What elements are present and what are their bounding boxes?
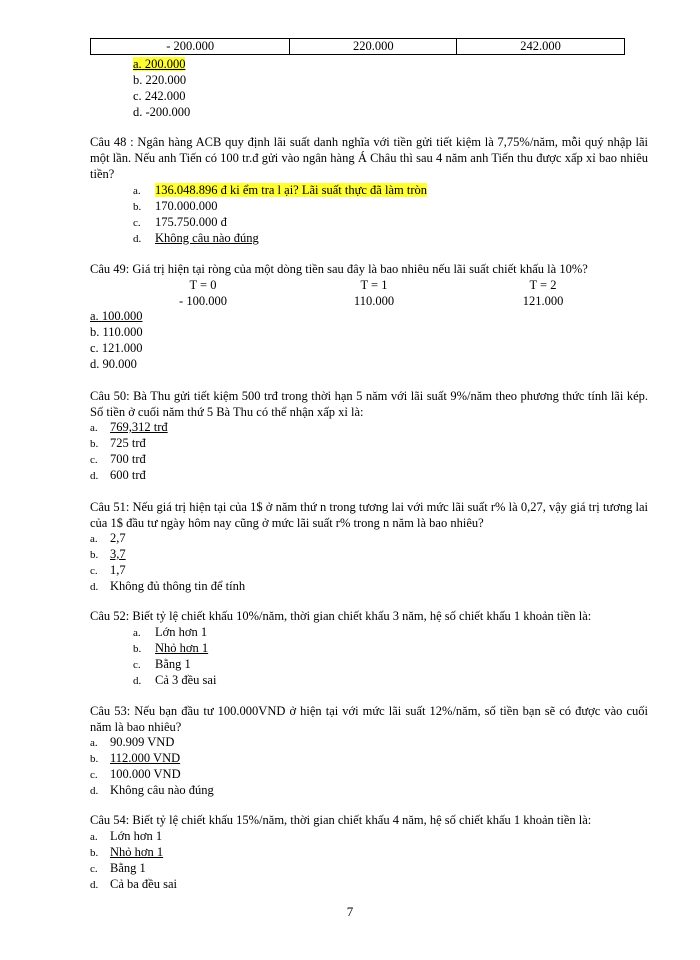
- t-header: T = 1: [360, 278, 388, 292]
- option-b: [133, 73, 186, 88]
- option-text: 136.048.896 đ ki ểm tra l ại? Lãi suất thực đã làm tròn: [155, 183, 427, 197]
- option-text: Nhỏ hơn 1: [155, 641, 209, 655]
- option-text: 725 trđ: [110, 436, 146, 450]
- option-a: [90, 531, 126, 547]
- option-text: 220.000: [145, 73, 187, 87]
- option-label: c.: [133, 89, 142, 103]
- option-label: b.: [90, 325, 100, 339]
- option-text: 700 trđ: [110, 452, 146, 466]
- option-a: [133, 183, 427, 199]
- option-text: -200.000: [145, 105, 191, 119]
- option-d: [90, 783, 214, 799]
- option-label: c.: [90, 341, 99, 355]
- option-text: 90.000: [102, 357, 137, 371]
- option-label: c.: [133, 217, 141, 229]
- option-text: 2,7: [110, 531, 126, 545]
- option-c: [133, 215, 227, 231]
- option-b: [90, 325, 143, 340]
- t-value: - 100.000: [179, 294, 227, 308]
- table-cell: 242.000: [457, 39, 625, 55]
- option-label: a.: [90, 422, 98, 434]
- option-c: [90, 861, 146, 877]
- option-label: c.: [90, 454, 98, 466]
- question-48: Câu 48 : Ngân hàng ACB quy định lãi suất danh nghĩa với tiền gửi tiết kiệm là 7,75%/năm, mỗi quý nhập lãi một lần. Nếu anh Tiến có 100 tr.đ gửi vào ngân hàng Á Châu thì sau 4 năm anh Tiến thu được xấp xỉ bao nhiêu tiền?: [90, 135, 648, 181]
- question-52: Câu 52: Biết tỷ lệ chiết khấu 10%/năm, thời gian chiết khấu 3 năm, hệ số chiết khấu 1 khoản tiền là:: [90, 609, 592, 623]
- option-label: b.: [133, 201, 142, 213]
- option-d: [133, 673, 216, 689]
- option-text: 112.000 VND: [110, 751, 181, 765]
- option-c: [90, 767, 181, 783]
- option-text: Cả ba đều sai: [110, 877, 177, 891]
- table-cell: - 200.000: [91, 39, 290, 55]
- option-label: d.: [133, 233, 142, 245]
- option-b: [90, 547, 126, 563]
- option-label: b.: [90, 549, 99, 561]
- option-d: [133, 105, 190, 120]
- option-b: [90, 751, 180, 767]
- option-text: 175.750.000 đ: [155, 215, 227, 229]
- option-label: d.: [90, 357, 100, 371]
- option-a: [90, 735, 174, 751]
- option-label: a.: [90, 533, 98, 545]
- option-label: b.: [133, 643, 142, 655]
- option-label: d.: [90, 470, 99, 482]
- option-text: Bằng 1: [110, 861, 146, 875]
- option-text: Nhỏ hơn 1: [110, 845, 164, 859]
- t-value: 110.000: [353, 294, 395, 308]
- option-label: c.: [90, 863, 98, 875]
- option-a: [90, 309, 142, 324]
- option-text: 3,7: [110, 547, 126, 561]
- option-text: 200.000: [144, 57, 186, 71]
- option-label: d.: [90, 879, 99, 891]
- option-label: c.: [133, 659, 141, 671]
- option-b: [133, 641, 208, 657]
- t-header: T = 2: [529, 278, 557, 292]
- option-text: Không câu nào đúng: [110, 783, 214, 797]
- question-50: Câu 50: Bà Thu gửi tiết kiệm 500 trđ trong thời hạn 5 năm với lãi suất 9%/năm theo phương thức tính lãi kép. Số tiền ở cuối năm thứ 5 Bà Thu có thể nhận xấp xỉ là:: [90, 389, 648, 419]
- table-row: [91, 39, 625, 55]
- question-49: Câu 49: Giá trị hiện tại ròng của một dòng tiền sau đây là bao nhiêu nếu lãi suất chiết khấu là 10%?: [90, 262, 588, 276]
- top-table: [90, 38, 625, 55]
- table-cell: 220.000: [290, 39, 457, 55]
- t-value: 121.000: [522, 294, 564, 308]
- option-text: Lớn hơn 1: [110, 829, 163, 843]
- option-text: 1,7: [110, 563, 126, 577]
- option-label: d.: [133, 105, 143, 119]
- option-text: 600 trđ: [110, 468, 146, 482]
- option-text: 100.000: [101, 309, 143, 323]
- option-label: a.: [90, 309, 99, 323]
- option-label: d.: [90, 581, 99, 593]
- option-text: 242.000: [144, 89, 186, 103]
- option-text: 110.000: [102, 325, 143, 339]
- option-c: [90, 452, 146, 468]
- option-label: a.: [90, 831, 98, 843]
- question-53: Câu 53: Nếu bạn đầu tư 100.000VND ở hiện tại với mức lãi suất 12%/năm, số tiền bạn sẽ có được vào cuối năm là bao nhiêu?: [90, 704, 648, 734]
- option-b: [90, 436, 146, 452]
- option-c: [90, 563, 126, 579]
- option-text: Không đủ thông tin để tính: [110, 579, 246, 593]
- option-b: [133, 199, 218, 215]
- option-d: [90, 877, 177, 893]
- option-label: d.: [133, 675, 142, 687]
- option-text: Lớn hơn 1: [155, 625, 208, 639]
- option-a: [133, 57, 185, 72]
- option-label: b.: [133, 73, 143, 87]
- option-label: a.: [90, 737, 98, 749]
- question-54: Câu 54: Biết tỷ lệ chiết khấu 15%/năm, thời gian chiết khấu 4 năm, hệ số chiết khấu 1 khoản tiền là:: [90, 813, 592, 827]
- option-c: [90, 341, 142, 356]
- option-c: [133, 89, 185, 104]
- option-c: [133, 657, 191, 673]
- option-label: b.: [90, 847, 99, 859]
- option-d: [90, 357, 137, 372]
- option-label: a.: [133, 185, 141, 197]
- question-51: Câu 51: Nếu giá trị hiện tại của 1$ ở năm thứ n trong tương lai với mức lãi suất r% là 0,27, vậy giá trị tương lai của 1$ đầu tư ngày hôm nay cũng ở mức lãi suất r% trong n năm là bao nhiêu?: [90, 500, 648, 530]
- option-d: [90, 579, 245, 595]
- page-number: 7: [346, 904, 354, 919]
- option-text: 121.000: [101, 341, 143, 355]
- option-text: Không câu nào đúng: [155, 231, 259, 245]
- option-label: b.: [90, 753, 99, 765]
- option-a: [90, 420, 168, 436]
- option-label: c.: [90, 565, 98, 577]
- option-label: b.: [90, 438, 99, 450]
- option-a: [90, 829, 162, 845]
- option-label: d.: [90, 785, 99, 797]
- option-label: a.: [133, 57, 142, 71]
- option-text: Cả 3 đều sai: [155, 673, 217, 687]
- option-text: 769,312 trđ: [110, 420, 168, 434]
- option-d: [90, 468, 146, 484]
- option-text: 90.909 VND: [110, 735, 175, 749]
- option-text: 170.000.000: [155, 199, 218, 213]
- option-label: c.: [90, 769, 98, 781]
- option-b: [90, 845, 163, 861]
- option-a: [133, 625, 207, 641]
- option-d: [133, 231, 259, 247]
- option-text: 100.000 VND: [110, 767, 181, 781]
- t-header: T = 0: [189, 278, 217, 292]
- option-label: a.: [133, 627, 141, 639]
- option-text: Bằng 1: [155, 657, 191, 671]
